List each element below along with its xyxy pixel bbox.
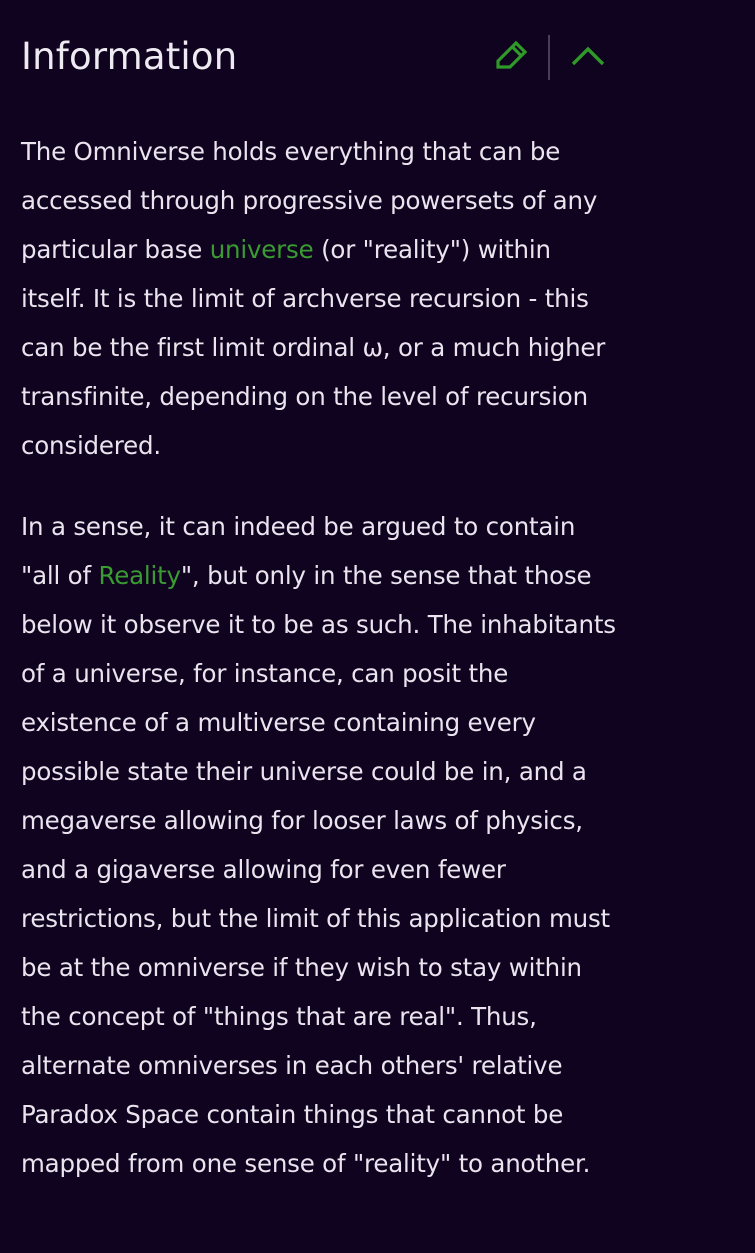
- information-content: [21, 127, 621, 1188]
- link-universe[interactable]: universe: [209, 235, 314, 264]
- link-reality[interactable]: Reality: [98, 561, 181, 590]
- pencil-icon: [493, 39, 529, 75]
- actions-divider: [548, 35, 550, 80]
- section-actions: [491, 34, 608, 80]
- text-segment: ", but only in the sense that those below it observe it to be as such. The inhabitants of a universe, for instance, can posit the existence of a multiverse containing every possible state their universe could be in, and a megaverse allowing for looser laws of physics, and a gigaverse allowing for even fewer restrictions, but the limit of this application must be at the omniverse if they wish to stay within the concept of "things that are real". Thus, alternate omniverses in each others' relative Paradox Space contain things that cannot be mapped from one sense of "reality" to another.: [21, 561, 616, 1178]
- edit-button[interactable]: [491, 37, 531, 77]
- text-segment: In a sense, it can indeed be argued to contain "all of: [21, 512, 576, 590]
- text-segment: (or "reality") within itself. It is the limit of archverse recursion - this can be the first limit ordinal ω, or a much higher transfinite, depending on the level of recursion considered.: [21, 235, 606, 460]
- paragraph-1: [21, 127, 621, 470]
- paragraph-2: [21, 502, 621, 1188]
- chevron-up-icon: [570, 39, 606, 75]
- section-title: Information: [21, 35, 238, 78]
- collapse-button[interactable]: [568, 37, 608, 77]
- text-segment: The Omniverse holds everything that can be accessed through progressive powersets of any particular base: [21, 137, 598, 264]
- section-header: [21, 0, 755, 118]
